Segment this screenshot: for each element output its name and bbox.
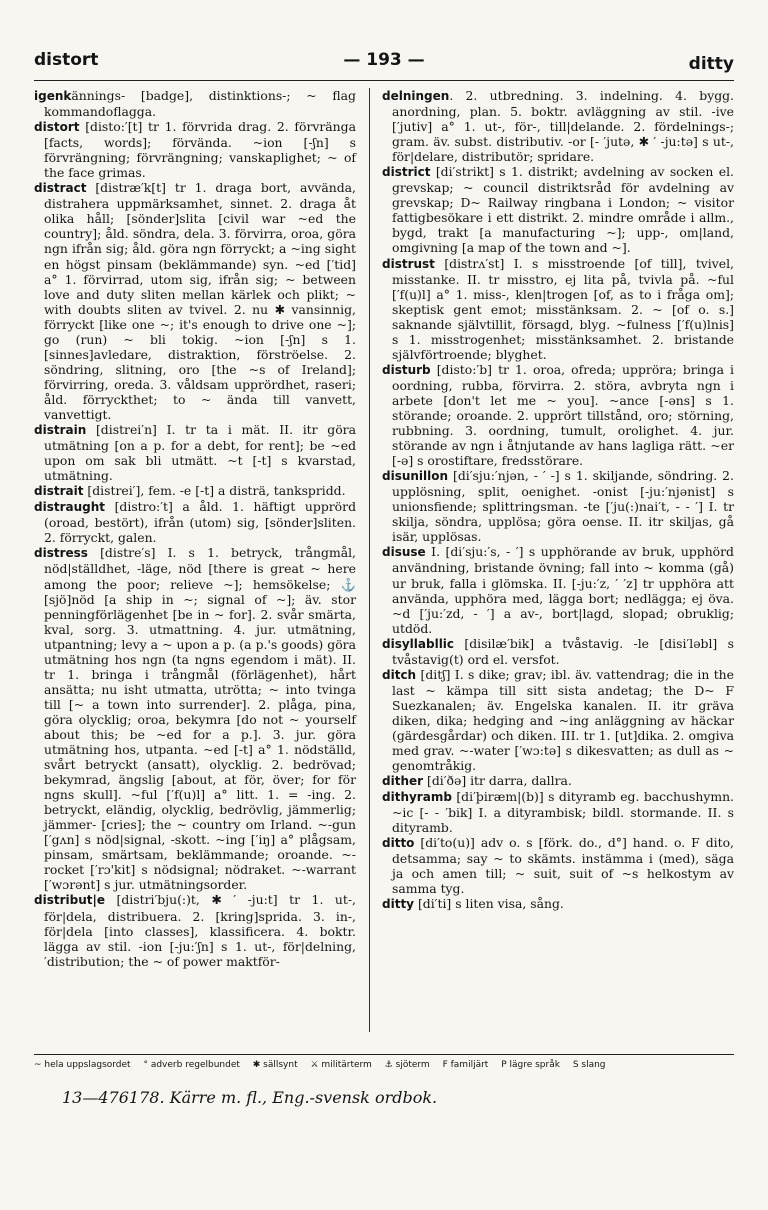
dictionary-entry: distract [distræ′k[t] tr 1. draga bort, avvända, distrahera uppmärksamhet, sinnet. 2. draga åt olika håll; [sönder]slita [civil war ~ed the country]; åld. söndra, dela. 3. förvirra, oroa, göra ngn ifrån sig; åld. göra ngn förryckt; a ~ing sight en högst pinsam (beklämmande) syn. ~ed [′tid] a° 1. förvirrad, utom sig, ifrån sig; ~ between love and duty sliten mellan kärlek och plikt; ~ with doubts sliten av tvivel. 2. nu ✱ vansinnig, förryckt [like one ~; it's enough to drive one ~]; go (run) ~ bli tokig. ~ion [-ʃn] s 1. [sinnes]avledare, distraktion, förströelse. 2. söndring, slitning, oro [the ~s of Ireland]; förvirring, oreda. 3. våldsam upprördhet, raseri; åld. förryckthet; to ~ ända till vanvett, vanvettigt.: [34, 180, 356, 422]
headword: district: [382, 165, 431, 180]
dictionary-entry: distress [distre′s] I. s 1. betryck, trångmål, nöd|ställdhet, -läge, nöd [there is great ~ here among the poor; relieve ~]; hemsökelse; ⚓ [sjö]nöd [a ship in ~; signal of ~]; äv. stor penningförlägenhet [be in ~ for]. 2. svår smärta, kval, sorg. 3. utmattning. 4. jur. utmätning, utpantning; levy a ~ upon a p. (a p.'s goods) göra utmätning hos ngn (ta ngns egendom i mät). II. tr 1. bringa i trångmål (förlägenhet), hårt ansätta; nu isht utmatta, utröttа; ~ into tvinga till [~ a town into surrender]. 2. plåga, pina, göra olycklig; oroa, bekymra [do not ~ yourself about this; be ~ed for a p.]. 3. jur. göra utmätning hos, utpanta. ~ed [-t] a° 1. nödställd, svårt betryckt (ansatt), olycklig. 2. bedrövad; bekymrad, ängslig [about, at för, över; for för ngns skull]. ~ful [′f(u)l] a° litt. 1. = -ing. 2. betryckt, eländig, olycklig, bedrövlig, jämmerlig; jämmer- [cries]; the ~ country om Irland. ~-gun [′gʌn] s nöd|signal, -skott. ~ing [′iŋ] a° plågsam, pinsam, smärtsam, beklämmande; oroande. ~-rocket [′rɔ'kit] s nödsignal; nödraket. ~-warrant [′wɔrənt] s jur. utmätningsorder.: [34, 545, 356, 893]
dictionary-entry: igenkännings- [badge], distinktions-; ~ flag kommandoflagga.: [34, 88, 356, 120]
dictionary-entry: distraught [distro:′t] a åld. 1. häftigt upprörd (oroad, bestört), ifrån (utom) sig, [sönder]sliten. 2. förryckt, galen.: [34, 499, 356, 546]
page-header: [34, 50, 734, 76]
first-headword: distort: [34, 50, 99, 70]
headword: distrait: [34, 484, 84, 499]
headword: distort: [34, 120, 80, 135]
headword: igenk: [34, 89, 72, 103]
legend-item: ✱ sällsynt: [252, 1060, 298, 1070]
headword: distribut|e: [34, 893, 106, 908]
abbreviation-legend: [34, 1060, 734, 1070]
dictionary-entry: delningen. 2. utbredning. 3. indelning. 4. bygg. anordning, plan. 5. boktr. avläggning av stil. -ive [′jutiv] a° 1. ut-, för-, till|delande. 2. fördelnings-; gram. äv. subst. distributiv. -or [- ′jutə, ✱ ′ -ju:tə] s ut-, för|delare, distributör; spridare.: [382, 88, 734, 165]
right-column: [382, 88, 734, 913]
dictionary-entry: disyllabllic [disilæ′bik] a tvåstavig. -le [disi′ləbl] s tvåstavig(t) ord el. versfot.: [382, 635, 734, 667]
headword: distress: [34, 546, 88, 561]
dictionary-entry: dither [di′ðə] itr darra, dallra.: [382, 773, 572, 789]
column-divider: [369, 88, 370, 1032]
headword: distrust: [382, 256, 435, 271]
left-column: [34, 88, 356, 969]
dictionary-entry: distrain [distrei′n] I. tr ta i mät. II. itr göra utmätning [on a p. for a debt, for rent]; be ~ed upon om sak bli utmätt. ~t [-t] s kvarstad, utmätning.: [34, 422, 356, 484]
dictionary-entry: distort [disto:′[t] tr 1. förvrida drag. 2. förvränga [facts, words]; förvända. ~ion [-ʃn] s förvrängning; förvrängning; vanskaplighet; ~ of the face grimas.: [34, 119, 356, 181]
dictionary-entry: distrust [distrʌ′st] I. s misstroende [of till], tvivel, misstanke. II. tr misstro, ej lita på, tvivla på. ~ful [′f(u)l] a° 1. miss-, klen|trogen [of, as to i fråga om]; skeptisk gent emot; misstänksam. 2. ~ [of o. s.] saknande självtillit, försagd, blyg. ~fulness [′f(u)lnis] s 1. misstrogenhet; misstänksamhet. 2. bristande självförtroende; blyghet.: [382, 255, 734, 362]
legend-item: F familjärt: [442, 1060, 489, 1070]
dictionary-entry: disunillon [di′sju:′njən, - ′ -] s 1. skiljande, söndring. 2. upplösning, split, oenighet. -onist [-ju:′njənist] s unionsfiende; splittringsman. -te [′ju(:)nai′t, - - ′] I. tr skilja, söndra, upplösa; göra oense. II. itr skiljas, gå isär, upplösas.: [382, 468, 734, 545]
page-number: — 193 —: [343, 50, 425, 70]
headword: distract: [34, 181, 87, 196]
headword: dithyramb: [382, 790, 452, 805]
dictionary-entry: ditto [di′to(u)] adv o. s [förk. do., d°] hand. o. F dito, detsamma; say ~ to skämts. instämma i (med), säga ja och amen till; ~ suit, suit of ~s helkostym av samma tyg.: [382, 835, 734, 897]
dictionary-entry: distribut|e [distri′bju(:)t, ✱ ′ -ju:t] tr 1. ut-, för|dela, distribuera. 2. [kring]sprida. 3. in-, för|dela [into classes], klassificera. 4. boktr. lägga av stil. -ion [-ju:′ʃn] s 1. ut-, för|delning, ′distribution; the ~ of power maktför-: [34, 892, 356, 969]
dictionary-entry: ditty [di′ti] s liten visa, sång.: [382, 896, 564, 912]
headword: ditto: [382, 836, 415, 851]
dictionary-entry: disturb [disto:′b] tr 1. oroa, ofreda; uppröra; bringa i oordning, rubba, förvirra. 2. störa, avbryta ngn i arbete [don't let me ~ you]. ~ance [-əns] s 1. störande; oroande. 2. upprört tillstånd, oro; störning, rubbning. 3. oordning, tumult, orolighet. 4. jur. störande av ngn i åtnjutande av hans lagliga rätt. ~er [-ə] s orostiftare, fredsstörare.: [382, 361, 734, 469]
headword: delningen: [382, 89, 450, 103]
header-rule: [34, 80, 734, 81]
headword: distrain: [34, 423, 87, 438]
dictionary-entry: disuse I. [di′sju:′s, - ′] s upphörande av bruk, upphörd användning, bristande övning; fall into ~ komma (gå) ur bruk, falla i glömska. II. [-ju:′z, ′ ′z] tr upphöra att använda, upphöra med, lägga bort; nedlägga; ej öva. ~d [′ju:′zd, - ′] a av-, bort|lagd, slopad; obruklig; utdöd.: [382, 544, 734, 636]
legend-item: P lägre språk: [501, 1060, 560, 1070]
headword: ditty: [382, 897, 414, 912]
dictionary-entry: dithyramb [di′þiræm|(b)] s dityramb eg. bacchushymn. ~ic [- - ′bik] I. a dityrambisk; bildl. stormande. II. s dityramb.: [382, 789, 734, 836]
legend-item: ° adverb regelbundet: [143, 1060, 240, 1070]
headword: ditch: [382, 667, 417, 682]
legend-item: ~ hela uppslagsordet: [34, 1060, 131, 1070]
headword: disuse: [382, 545, 426, 560]
page-footer: 13—476178. Kärre m. fl., Eng.-svensk ordbok.: [62, 1088, 438, 1107]
last-headword: ditty: [688, 54, 734, 74]
headword: dither: [382, 774, 424, 789]
headword: disturb: [382, 362, 431, 377]
legend-item: ⚓ sjöterm: [384, 1060, 430, 1070]
dictionary-entry: district [di′strikt] s 1. distrikt; avdelning av socken el. grevskap; ~ council distriktsråd för avdelning av grevskap; D~ Railway ringbana i London; ~ visitor fattigbesökare i ett distrikt. 2. mindre område i allm., bygd, trakt [a manufacturing ~]; upp-, om|land, omgivning [a map of the town and ~].: [382, 164, 734, 256]
headword: distraught: [34, 500, 106, 515]
legend-item: S slang: [572, 1060, 606, 1070]
legend-item: ⚔ militärterm: [310, 1060, 372, 1070]
dictionary-entry: distrait [distrei′], fem. -e [-t] a disträ, tankspridd.: [34, 483, 346, 499]
headword: disunillon: [382, 469, 449, 484]
headword: disyllabllic: [382, 636, 455, 651]
legend-rule: [34, 1054, 734, 1055]
dictionary-entry: ditch [ditʃ] I. s dike; grav; ibl. äv. vattendrag; die in the last ~ kämpa till sitt sista andetag; the D~ F Suezkanalen; äv. Engelska kanalen. II. itr gräva diken, dika; hedging and ~ing anläggning av häckar (gärdesgårdar) och diken. III. tr 1. [ut]dika. 2. omgiva med grav. ~-water [′wɔ:tə] s dikesvatten; as dull as ~ genomtråkig.: [382, 666, 734, 774]
